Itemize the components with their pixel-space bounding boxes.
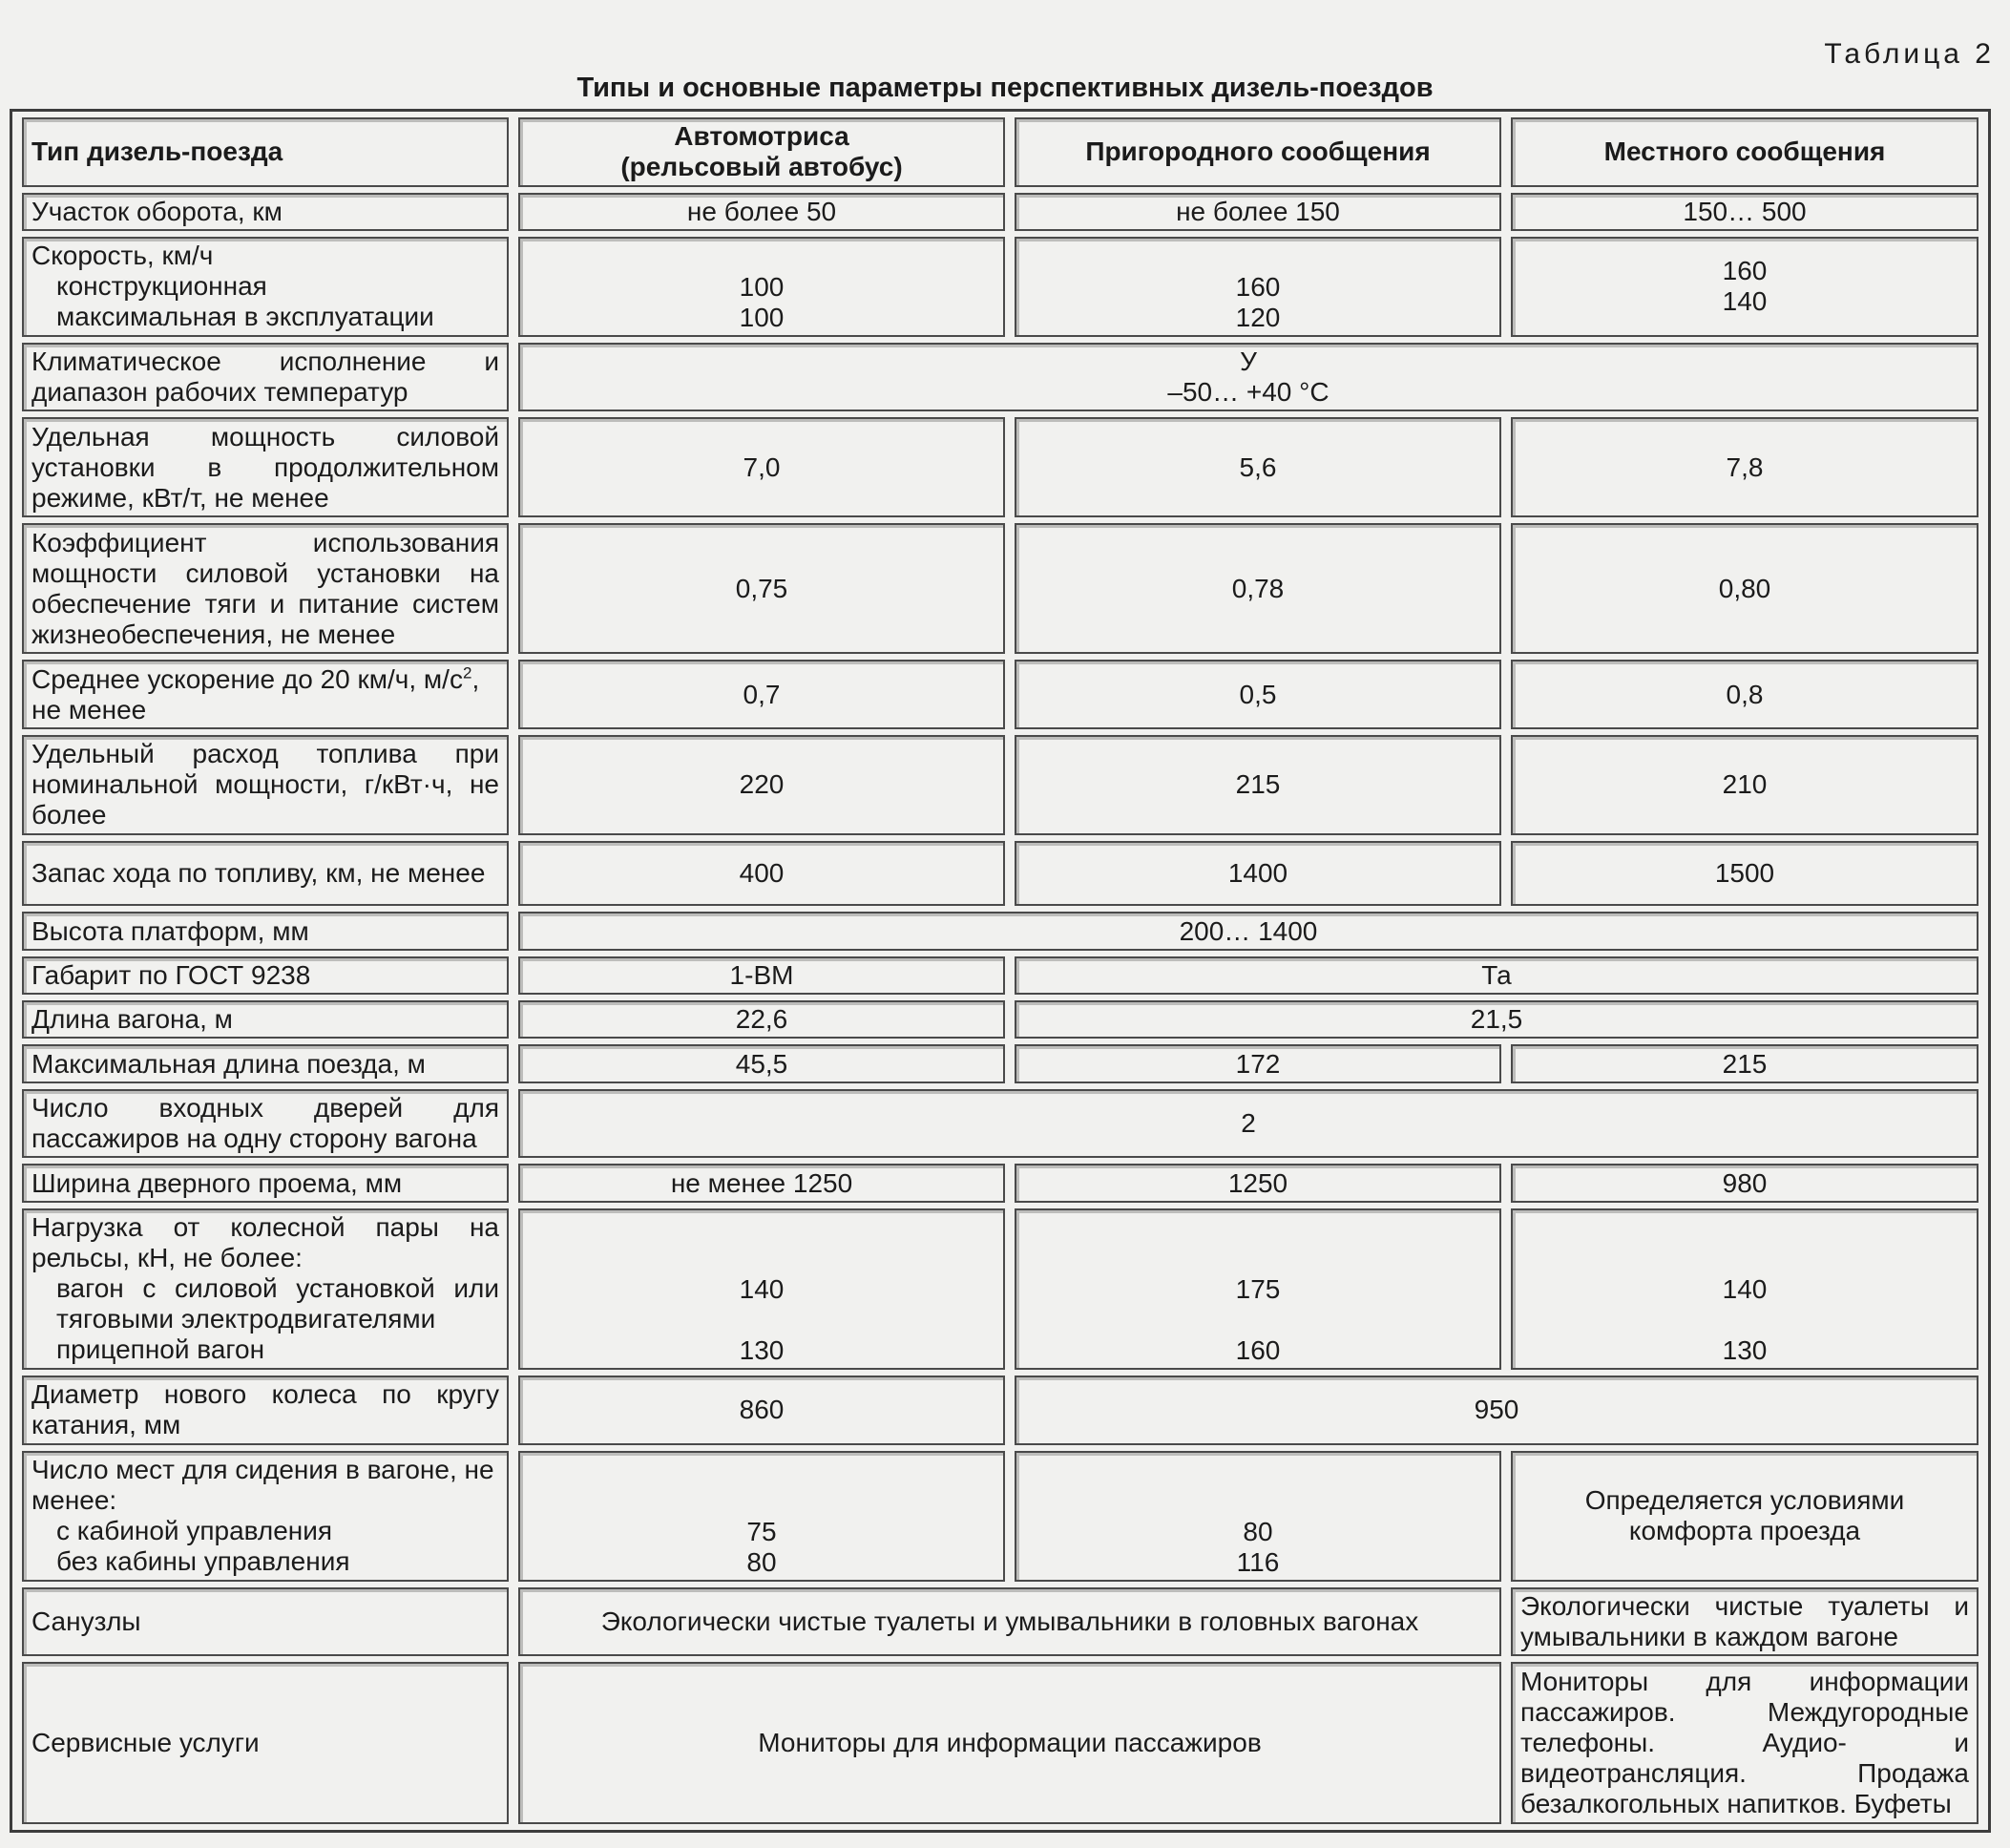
cell-value: Мониторы для информации пассажиров [518,1662,1501,1824]
cell-value-line: 100 [739,271,785,302]
header-suburban: Пригородного сообщения [1015,117,1501,187]
cell-value [1511,1208,1979,1370]
cell-value-line: 100 [739,302,785,332]
cell-value-line: 140 [1722,1274,1768,1305]
cell-value: 1500 [1511,841,1979,907]
table-row [22,1587,1979,1657]
cell-value-line: 80 [1243,1516,1273,1546]
cell-value [1511,237,1979,337]
header-local: Местного сообщения [1511,117,1979,187]
cell-value: не более 150 [1015,193,1501,231]
row-label-sub: с кабиной управления [56,1516,333,1546]
cell-value: 215 [1511,1044,1979,1082]
cell-value: не менее 1250 [518,1164,1005,1202]
table-row [22,523,1979,654]
cell-value: 220 [518,735,1005,835]
cell-value-line: –50… +40 °С [1167,377,1330,408]
header-param: Тип дизель-поезда [22,117,509,187]
row-label-sub: конструкционная [56,271,267,302]
parameters-table [10,109,1991,1833]
row-label [22,1451,509,1582]
row-label: Ширина дверного проема, мм [22,1164,509,1202]
cell-value-line: 80 [746,1546,777,1577]
header-railbus-line2: (рельсовый автобус) [620,152,903,182]
row-label-sup: 2 [462,663,472,682]
cell-value [1015,1208,1501,1370]
cell-value: 860 [518,1376,1005,1445]
cell-value [518,343,1979,412]
cell-value-line: 120 [1235,302,1281,332]
cell-value: Мониторы для информации пассажиров. Междугородные телефоны. Аудио- и видеотрансляция. Продажа безалкогольных напитков. Буфеты [1511,1662,1979,1824]
cell-value-line: 130 [1722,1335,1768,1366]
cell-value: 0,8 [1511,660,1979,729]
cell-value: 200… 1400 [518,912,1979,950]
row-label: Максимальная длина поезда, м [22,1044,509,1082]
row-label: Удельная мощность силовой установки в продолжительном режиме, кВт/т, не менее [22,417,509,517]
cell-value: 1400 [1015,841,1501,907]
table-row [22,956,1979,995]
cell-value: 2 [518,1089,1979,1159]
cell-value: 950 [1015,1376,1979,1445]
cell-value: 400 [518,841,1005,907]
table-row [22,1662,1979,1824]
cell-value-line: 175 [1235,1274,1281,1305]
table-row [22,193,1979,231]
row-label: Сервисные услуги [22,1662,509,1824]
table-row [22,1000,1979,1039]
cell-value: 0,7 [518,660,1005,729]
cell-value-line: 160 [1235,271,1281,302]
row-label [22,237,509,337]
table-row [22,1451,1979,1582]
cell-value-line: 140 [1722,286,1768,317]
cell-value: Та [1015,956,1979,995]
row-label: Коэффициент использования мощности силовой установки на обеспечение тяги и питание систем жизнеобеспечения, не менее [22,523,509,654]
cell-value: Экологически чистые туалеты и умывальники в каждом вагоне [1511,1587,1979,1657]
row-label: Запас хода по топливу, км, не менее [22,841,509,907]
row-label: Габарит по ГОСТ 9238 [22,956,509,995]
cell-value-line: 140 [739,1274,785,1305]
table-title: Типы и основные параметры перспективных дизель-поездов [576,73,1434,103]
cell-value: 22,6 [518,1000,1005,1039]
cell-value [1015,237,1501,337]
row-label-part: Среднее ускорение до 20 км/ч, м/с [31,663,463,694]
cell-value: 7,8 [1511,417,1979,517]
row-label-sub: прицепной вагон [56,1334,265,1365]
cell-value: 7,0 [518,417,1005,517]
cell-value: 215 [1015,735,1501,835]
row-label-sub: вагон с силовой установкой или тяговыми электродвигателями [56,1273,499,1334]
row-label: Санузлы [22,1587,509,1657]
table-row [22,1208,1979,1370]
cell-value: 21,5 [1015,1000,1979,1039]
cell-value [518,1208,1005,1370]
table-row [22,237,1979,337]
cell-value-line: 75 [746,1516,777,1546]
table-row [22,1089,1979,1159]
cell-value [518,1451,1005,1582]
cell-value [1015,1451,1501,1582]
table-row [22,1164,1979,1202]
row-label-sub: максимальная в эксплуатации [56,302,434,332]
cell-value-line: 116 [1236,1546,1280,1577]
table-row [22,660,1979,729]
table-row [22,1376,1979,1445]
table-row [22,417,1979,517]
row-label-main: Скорость, км/ч [31,241,214,271]
row-label: Участок оборота, км [22,193,509,231]
row-label-part: , не менее [31,663,480,724]
row-label: Высота платформ, мм [22,912,509,950]
row-label [22,660,509,729]
cell-value: Экологически чистые туалеты и умывальники в головных вагонах [518,1587,1501,1657]
table-row [22,841,1979,907]
cell-value: Определяется условиями комфорта проезда [1511,1451,1979,1582]
row-label [22,1208,509,1370]
cell-value-line: 160 [1722,256,1768,286]
row-label-sub: без кабины управления [56,1546,350,1577]
row-label-main: Число мест для сидения в вагоне, не менее: [31,1455,494,1516]
cell-value-line: 160 [1235,1335,1281,1366]
cell-value: 0,80 [1511,523,1979,654]
cell-value: 1250 [1015,1164,1501,1202]
cell-value: 45,5 [518,1044,1005,1082]
table-number: Таблица 2 [1824,38,1995,70]
cell-value [518,237,1005,337]
table-row [22,735,1979,835]
cell-value: 0,75 [518,523,1005,654]
table-row [22,912,1979,950]
header-railbus [518,117,1005,187]
row-label: Удельный расход топлива при номинальной мощности, г/кВт·ч, не более [22,735,509,835]
cell-value: 0,78 [1015,523,1501,654]
cell-value: 5,6 [1015,417,1501,517]
cell-value: 1-ВМ [518,956,1005,995]
row-label: Климатическое исполнение и диапазон рабочих температур [22,343,509,412]
cell-value: 0,5 [1015,660,1501,729]
header-row [22,117,1979,187]
cell-value: 210 [1511,735,1979,835]
cell-value-line: У [1240,346,1257,377]
table-row [22,343,1979,412]
cell-value: 980 [1511,1164,1979,1202]
row-label-main: Нагрузка от колесной пары на рельсы, кН, не более: [31,1212,499,1273]
cell-value-line: 130 [739,1335,785,1366]
row-label: Диаметр нового колеса по кругу катания, мм [22,1376,509,1445]
cell-value: 150… 500 [1511,193,1979,231]
header-railbus-line1: Автомотриса [674,121,849,152]
row-label: Число входных дверей для пассажиров на одну сторону вагона [22,1089,509,1159]
cell-value: не более 50 [518,193,1005,231]
cell-value: 172 [1015,1044,1501,1082]
table-row [22,1044,1979,1082]
row-label: Длина вагона, м [22,1000,509,1039]
